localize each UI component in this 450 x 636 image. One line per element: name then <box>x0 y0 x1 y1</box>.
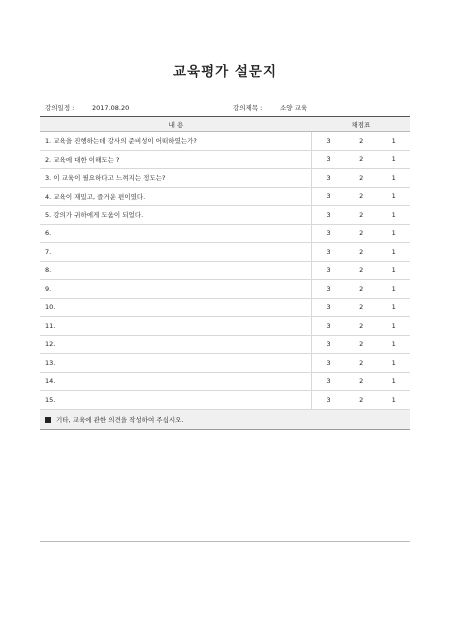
score-1[interactable]: 1 <box>377 187 410 206</box>
score-1[interactable]: 1 <box>377 298 410 317</box>
table-row <box>40 372 410 391</box>
score-3[interactable]: 3 <box>312 187 345 206</box>
score-1[interactable]: 1 <box>377 335 410 354</box>
date-value: 2017.08.20 <box>92 104 130 112</box>
table-row <box>40 243 410 262</box>
question-text: 7. <box>40 243 312 262</box>
page-title: 교육평가 설문지 <box>173 64 277 80</box>
score-3[interactable]: 3 <box>312 298 345 317</box>
score-2[interactable]: 2 <box>345 298 378 317</box>
survey-table <box>40 116 410 430</box>
score-3[interactable]: 3 <box>312 132 345 151</box>
table-row <box>40 206 410 225</box>
table-row <box>40 317 410 336</box>
question-text: 5. 강의가 귀하에게 도움이 되었다. <box>40 206 312 225</box>
score-3[interactable]: 3 <box>312 224 345 243</box>
score-2[interactable]: 2 <box>345 187 378 206</box>
score-2[interactable]: 2 <box>345 317 378 336</box>
question-text: 3. 이 교육이 필요하다고 느껴지는 정도는? <box>40 169 312 188</box>
table-row <box>40 280 410 299</box>
score-1[interactable]: 1 <box>377 150 410 169</box>
question-text: 6. <box>40 224 312 243</box>
score-2[interactable]: 2 <box>345 150 378 169</box>
score-2[interactable]: 2 <box>345 261 378 280</box>
divider <box>40 541 410 542</box>
table-row <box>40 335 410 354</box>
question-text: 4. 교육이 재밌고, 즐거운 편이였다. <box>40 187 312 206</box>
table-row <box>40 132 410 151</box>
question-text: 13. <box>40 354 312 373</box>
question-text: 1. 교육을 진행하는데 강사의 준비성이 어떠하였는가? <box>40 132 312 151</box>
question-text: 11. <box>40 317 312 336</box>
question-text: 8. <box>40 261 312 280</box>
score-2[interactable]: 2 <box>345 224 378 243</box>
score-2[interactable]: 2 <box>345 243 378 262</box>
date-label: 강의일정 : <box>45 104 75 112</box>
score-1[interactable]: 1 <box>377 372 410 391</box>
table-row <box>40 298 410 317</box>
score-2[interactable]: 2 <box>345 335 378 354</box>
question-text: 12. <box>40 335 312 354</box>
question-text: 9. <box>40 280 312 299</box>
table-header-row <box>40 117 410 132</box>
question-text: 14. <box>40 372 312 391</box>
table-row <box>40 150 410 169</box>
score-2[interactable]: 2 <box>345 132 378 151</box>
score-2[interactable]: 2 <box>345 280 378 299</box>
score-1[interactable]: 1 <box>377 354 410 373</box>
question-text: 2. 교육에 대한 이해도는 ? <box>40 150 312 169</box>
score-3[interactable]: 3 <box>312 206 345 225</box>
table-row <box>40 169 410 188</box>
score-2[interactable]: 2 <box>345 391 378 410</box>
score-3[interactable]: 3 <box>312 150 345 169</box>
score-3[interactable]: 3 <box>312 243 345 262</box>
table-row <box>40 391 410 410</box>
other-comment-row <box>40 409 410 429</box>
score-1[interactable]: 1 <box>377 391 410 410</box>
score-3[interactable]: 3 <box>312 335 345 354</box>
square-bullet-icon <box>45 417 51 423</box>
score-1[interactable]: 1 <box>377 261 410 280</box>
score-2[interactable]: 2 <box>345 372 378 391</box>
table-row <box>40 354 410 373</box>
score-1[interactable]: 1 <box>377 206 410 225</box>
score-3[interactable]: 3 <box>312 261 345 280</box>
score-3[interactable]: 3 <box>312 354 345 373</box>
score-1[interactable]: 1 <box>377 243 410 262</box>
subject-value: 소양 교육 <box>280 104 308 112</box>
question-text: 15. <box>40 391 312 410</box>
score-1[interactable]: 1 <box>377 280 410 299</box>
other-comment-text: 기타, 교육에 관한 의견을 작성하여 주십시오. <box>56 415 184 424</box>
table-row <box>40 224 410 243</box>
score-2[interactable]: 2 <box>345 354 378 373</box>
score-3[interactable]: 3 <box>312 372 345 391</box>
header-score: 채점표 <box>312 117 410 132</box>
other-comment-cell[interactable] <box>40 409 410 429</box>
score-3[interactable]: 3 <box>312 280 345 299</box>
score-1[interactable]: 1 <box>377 224 410 243</box>
score-3[interactable]: 3 <box>312 169 345 188</box>
table-row <box>40 261 410 280</box>
lecture-meta <box>40 100 410 116</box>
score-1[interactable]: 1 <box>377 169 410 188</box>
score-2[interactable]: 2 <box>345 206 378 225</box>
score-1[interactable]: 1 <box>377 132 410 151</box>
score-3[interactable]: 3 <box>312 391 345 410</box>
header-content: 내 용 <box>40 117 312 132</box>
score-1[interactable]: 1 <box>377 317 410 336</box>
question-text: 10. <box>40 298 312 317</box>
score-3[interactable]: 3 <box>312 317 345 336</box>
subject-label: 강의제목 : <box>233 104 263 112</box>
table-row <box>40 187 410 206</box>
score-2[interactable]: 2 <box>345 169 378 188</box>
